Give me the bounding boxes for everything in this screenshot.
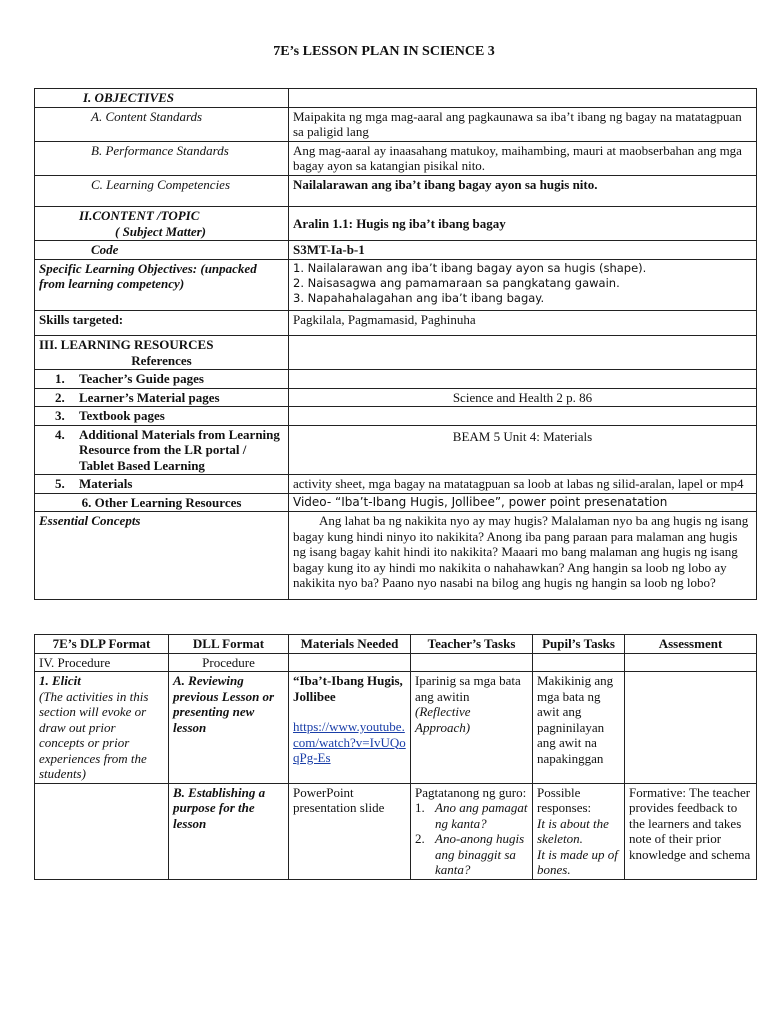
procedure-label: Procedure bbox=[169, 653, 289, 672]
purpose-assessment: Formative: The teacher provides feedback to the learners and takes note of their prior knowledge and schema bbox=[625, 783, 757, 879]
page-title: 7E’s LESSON PLAN IN SCIENCE 3 bbox=[273, 44, 495, 59]
resource-value: BEAM 5 Unit 4: Materials bbox=[289, 425, 757, 475]
learning-competencies-row bbox=[35, 175, 757, 207]
resource-row bbox=[35, 425, 757, 475]
purpose-pupil-intro: Possible responses: bbox=[537, 784, 592, 815]
resource-label: 1. Teacher’s Guide pages bbox=[35, 370, 289, 389]
elicit-title: 1. Elicit bbox=[39, 673, 81, 688]
purpose-dll: B. Establishing a purpose for the lesson bbox=[169, 783, 289, 879]
content-heading bbox=[35, 207, 289, 241]
elicit-teacher-note: (Reflective Approach) bbox=[415, 704, 471, 735]
header-dll-format: DLL Format bbox=[169, 635, 289, 654]
specific-objective-item: 2. Naisasagwa ang pamamaraan sa pangkatang gawain. bbox=[293, 275, 620, 290]
essential-concepts-label: Essential Concepts bbox=[35, 512, 289, 600]
content-heading-line1: II.CONTENT /TOPIC bbox=[79, 208, 200, 223]
skills-value: Pagkilala, Pagmamasid, Paghinuha bbox=[289, 310, 757, 336]
empty-cell bbox=[289, 89, 757, 108]
code-label: Code bbox=[35, 241, 289, 260]
learning-competencies-label: C. Learning Competencies bbox=[35, 175, 289, 207]
specific-objectives-label: Specific Learning Objectives: (unpacked from learning competency) bbox=[35, 259, 289, 310]
resource-value: Science and Health 2 p. 86 bbox=[289, 388, 757, 407]
essential-concepts-value: Ang lahat ba ng nakikita nyo ay may hugis? Malalaman nyo ba ang hugis ng isang bagay kung hindi ninyo ito nakikita? Anong iba pang paraan para malaman ang hugis ng isang bagay kahit hindi ito nakikita? Maaari mo bang malaman ang hugis ng isang bagay kung ito ay hindi mo nakikita o nahahawkan? Ang hangin sa loob ng lobo ay nakikita nyo ba? Paano nyo nasabi na bilog ang hugis ng hangin sa loob ng lobo? bbox=[289, 512, 757, 600]
content-value: Aralin 1.1: Hugis ng iba’t ibang bagay bbox=[289, 207, 757, 241]
performance-standards-row bbox=[35, 141, 757, 175]
resource-label: 5. Materials bbox=[35, 475, 289, 494]
objectives-heading: I. OBJECTIVES bbox=[35, 89, 289, 108]
elicit-row bbox=[35, 672, 757, 784]
header-teachers-tasks: Teacher’s Tasks bbox=[411, 635, 533, 654]
resource-row bbox=[35, 475, 757, 494]
elicit-pupil: Makikinig ang mga bata ng awit ang pagninilayan ang awit na napakinggan bbox=[533, 672, 625, 784]
skills-row bbox=[35, 310, 757, 336]
lesson-plan-table bbox=[34, 88, 757, 600]
resource-value bbox=[289, 370, 757, 389]
resource-value bbox=[289, 407, 757, 426]
resource-row bbox=[35, 407, 757, 426]
other-resources-row bbox=[35, 493, 757, 512]
teacher-question: 1. Ano ang pamagat ng kanta? bbox=[415, 800, 528, 831]
header-assessment: Assessment bbox=[625, 635, 757, 654]
dlp-header-row bbox=[35, 635, 757, 654]
content-standards-label: A. Content Standards bbox=[35, 107, 289, 141]
elicit-teacher bbox=[411, 672, 533, 784]
pupil-response: It is made up of bones. bbox=[537, 846, 618, 877]
essential-concepts-row bbox=[35, 512, 757, 600]
specific-objectives-row bbox=[35, 259, 757, 310]
empty-cell bbox=[289, 653, 411, 672]
resources-heading bbox=[35, 336, 289, 370]
skills-label: Skills targeted: bbox=[35, 310, 289, 336]
empty-cell bbox=[533, 653, 625, 672]
dlp-procedure-table bbox=[34, 634, 757, 880]
purpose-teacher-intro: Pagtatanong ng guro: bbox=[415, 784, 527, 800]
elicit-cell bbox=[35, 672, 169, 784]
pupil-response: It is about the skeleton. bbox=[537, 815, 609, 846]
teacher-question: 2. Ano-anong hugis ang binaggit sa kanta? bbox=[415, 831, 525, 877]
specific-objective-item: 1. Nailalarawan ang iba’t ibang bagay ayon sa hugis (shape). bbox=[293, 260, 647, 275]
procedure-label: IV. Procedure bbox=[35, 653, 169, 672]
elicit-teacher-text: Iparinig sa mga bata ang awitin bbox=[415, 673, 521, 704]
teacher-question-list bbox=[415, 800, 528, 878]
elicit-note: (The activities in this section will evoke or draw out prior concepts or prior experiences from the students) bbox=[39, 688, 149, 781]
elicit-dll: A. Reviewing previous Lesson or presenting new lesson bbox=[169, 672, 289, 784]
youtube-link[interactable]: https://www.youtube.com/watch?v=IvUQoqPg-Es bbox=[293, 719, 406, 765]
resource-value: activity sheet, mga bagay na matatagpuan sa loob at labas ng silid-aralan, lapel or mp4 bbox=[289, 475, 757, 494]
performance-standards-label: B. Performance Standards bbox=[35, 141, 289, 175]
specific-objective-item: 3. Napahahalagahan ang iba’t ibang bagay. bbox=[293, 290, 545, 305]
elicit-materials-title: “Iba’t-Ibang Hugis, Jollibee bbox=[293, 673, 403, 704]
objectives-heading-row bbox=[35, 89, 757, 108]
empty-cell bbox=[35, 783, 169, 879]
resource-label: 2. Learner’s Material pages bbox=[35, 388, 289, 407]
purpose-materials: PowerPoint presentation slide bbox=[289, 783, 411, 879]
header-pupils-tasks: Pupil’s Tasks bbox=[533, 635, 625, 654]
resource-row bbox=[35, 388, 757, 407]
other-resources-value: Video- “Iba’t-Ibang Hugis, Jollibee”, power point presenatation bbox=[289, 493, 757, 512]
resources-heading-text: III. LEARNING RESOURCES bbox=[39, 337, 214, 352]
specific-objectives-list bbox=[289, 259, 757, 310]
header-7es-dlp-format: 7E’s DLP Format bbox=[35, 635, 169, 654]
elicit-materials bbox=[289, 672, 411, 784]
elicit-assessment bbox=[625, 672, 757, 784]
resources-heading-row bbox=[35, 336, 757, 370]
code-row bbox=[35, 241, 757, 260]
content-standards-value: Maipakita ng mga mag-aaral ang pagkaunawa sa iba’t ibang ng bagay na matatagpuan sa paligid lang bbox=[289, 107, 757, 141]
procedure-row bbox=[35, 653, 757, 672]
other-resources-label: 6. Other Learning Resources bbox=[35, 493, 289, 512]
resource-row bbox=[35, 370, 757, 389]
content-heading-line2: ( Subject Matter) bbox=[115, 223, 206, 239]
empty-cell bbox=[289, 336, 757, 370]
learning-competencies-value: Nailalarawan ang iba’t ibang bagay ayon sa hugis nito. bbox=[289, 175, 757, 207]
purpose-pupil bbox=[533, 783, 625, 879]
resource-label: 3. Textbook pages bbox=[35, 407, 289, 426]
references-label: References bbox=[131, 352, 192, 368]
purpose-teacher bbox=[411, 783, 533, 879]
content-row bbox=[35, 207, 757, 241]
empty-cell bbox=[411, 653, 533, 672]
performance-standards-value: Ang mag-aaral ay inaasahang matukoy, maihambing, mauri at maobserbahan ang mga bagay ayon sa katangian pisikal nito. bbox=[289, 141, 757, 175]
resource-label: 4. Additional Materials from Learning Resource from the LR portal / Tablet Based Learning bbox=[35, 425, 289, 475]
header-materials-needed: Materials Needed bbox=[289, 635, 411, 654]
purpose-row bbox=[35, 783, 757, 879]
empty-cell bbox=[625, 653, 757, 672]
content-standards-row bbox=[35, 107, 757, 141]
code-value: S3MT-Ia-b-1 bbox=[289, 241, 757, 260]
